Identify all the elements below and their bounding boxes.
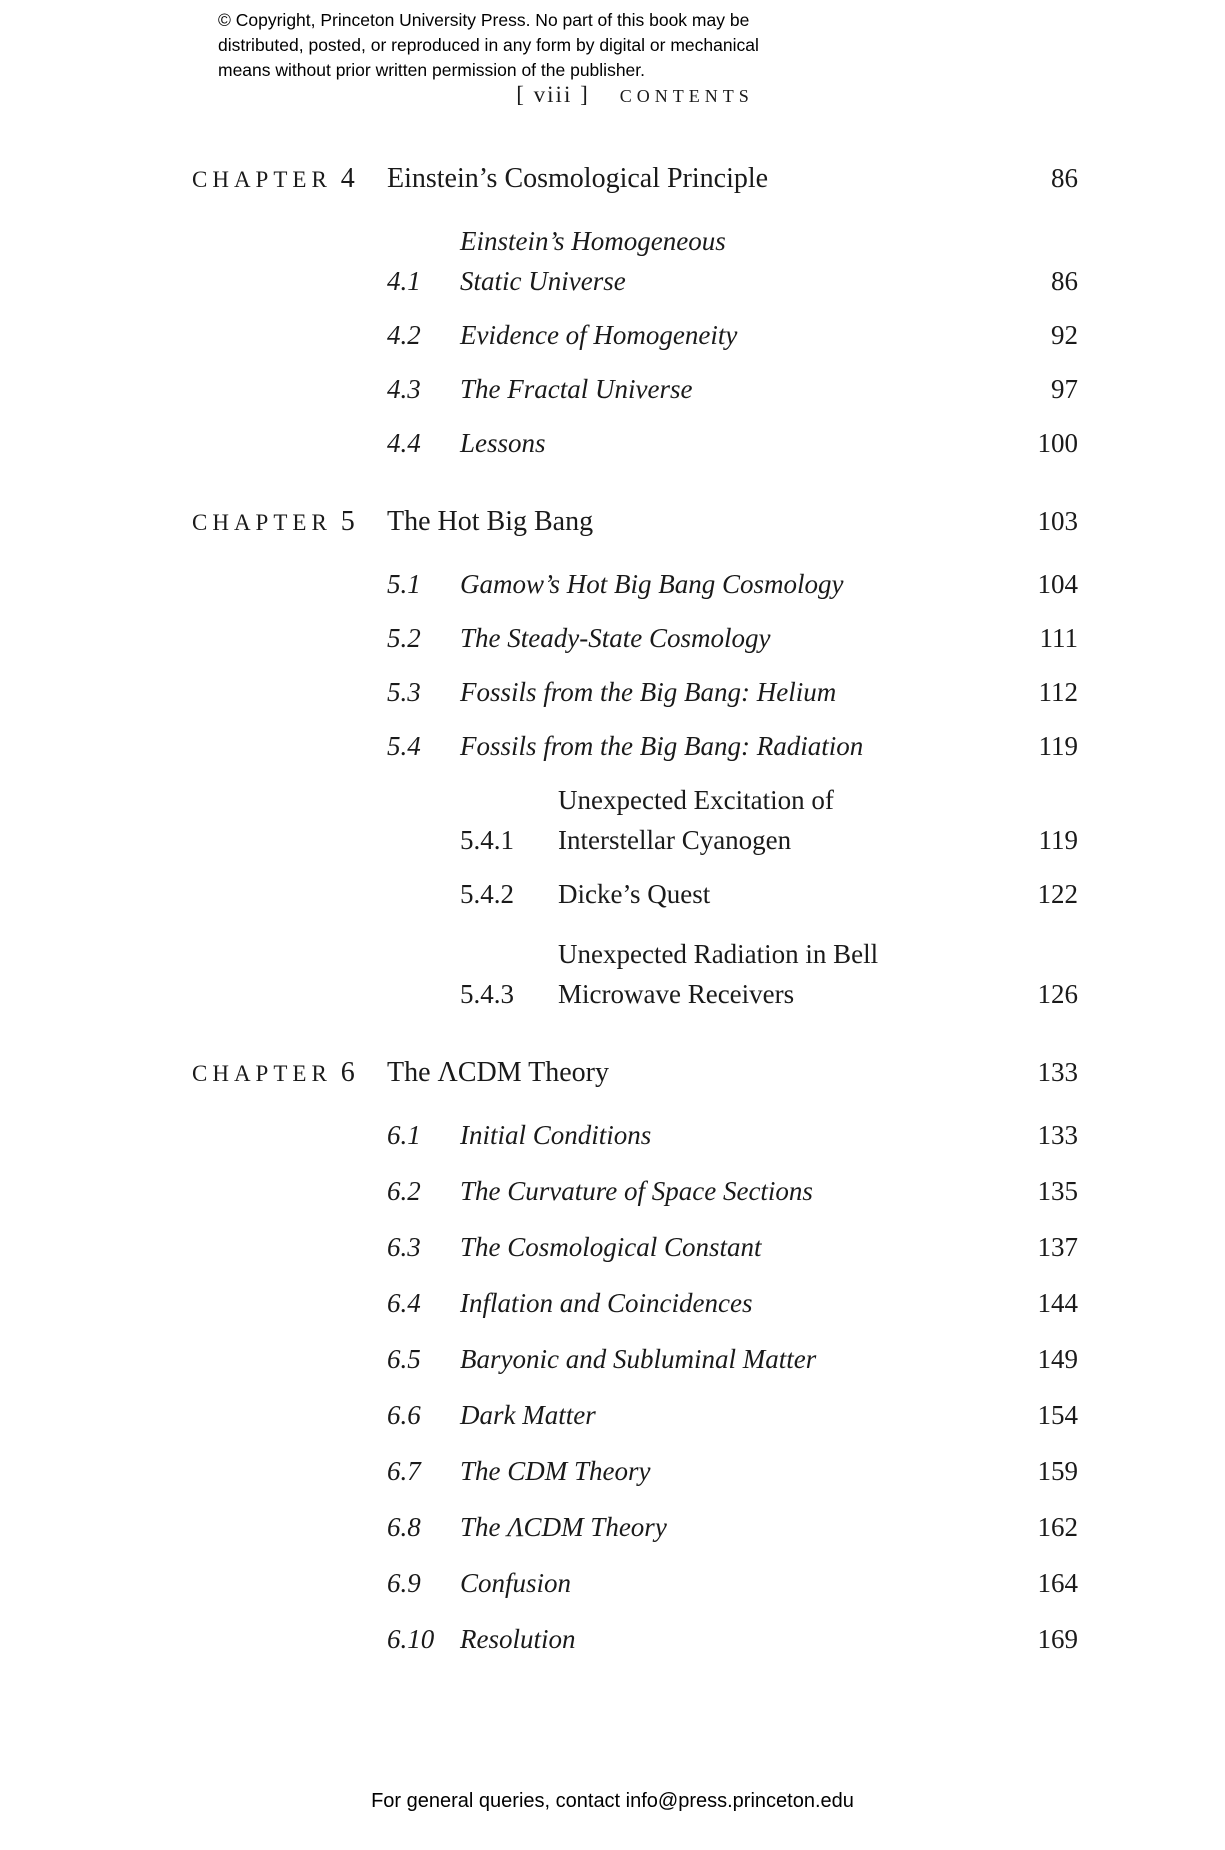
footer-contact-line: For general queries, contact info@press.princeton.edu (371, 1790, 854, 1812)
copyright-line-2: distributed, posted, or reproduced in any form by digital or mechanical (218, 35, 759, 55)
section-title: Initial Conditions (460, 1120, 652, 1150)
toc-section-row-6-2 (192, 1171, 1078, 1211)
subsection-number: 5.4.3 (460, 979, 514, 1009)
section-number: 6.9 (387, 1568, 421, 1598)
table-of-contents (192, 158, 1078, 1659)
section-number: 6.6 (387, 1400, 421, 1430)
toc-section-row-5-2 (192, 618, 1078, 658)
page-number: 135 (1037, 1176, 1078, 1206)
section-number: 4.3 (387, 374, 421, 404)
chapter-word: CHAPTER (192, 1061, 332, 1086)
section-title: Dark Matter (460, 1400, 596, 1430)
page-number: 133 (1037, 1057, 1078, 1087)
section-number: 6.2 (387, 1176, 421, 1206)
page-number: 149 (1037, 1344, 1078, 1374)
section-number: 6.7 (387, 1456, 421, 1486)
toc-section-row-5-3 (192, 672, 1078, 712)
copyright-line-1: © Copyright, Princeton University Press. No part of this book may be (218, 10, 750, 30)
toc-subsection-row-5-4-2 (192, 874, 1078, 914)
copyright-notice (218, 8, 759, 83)
section-title: The ΛCDM Theory (460, 1512, 667, 1542)
section-title: The Steady-State Cosmology (460, 623, 771, 653)
chapter-word: CHAPTER (192, 510, 332, 535)
subsection-title: Dicke’s Quest (558, 879, 711, 909)
chapter-label (192, 159, 387, 203)
toc-section-row-6-3 (192, 1227, 1078, 1267)
subsection-number: 5.4.2 (460, 879, 514, 909)
page-number: 119 (1038, 825, 1078, 855)
page-number: 104 (1037, 569, 1078, 599)
chapter-label (192, 502, 387, 546)
chapter-number: 5 (340, 506, 355, 537)
section-number: 6.4 (387, 1288, 421, 1318)
section-title: Baryonic and Subluminal Matter (460, 1344, 817, 1374)
chapter-number: 4 (340, 163, 355, 194)
page-number: 97 (1051, 374, 1078, 404)
section-title: The CDM Theory (460, 1456, 651, 1486)
page-number: 154 (1037, 1400, 1078, 1430)
toc-section-row-6-9 (192, 1563, 1078, 1603)
toc-section-row-6-5 (192, 1339, 1078, 1379)
toc-section-row-6-7 (192, 1451, 1078, 1491)
page-number: 119 (1038, 731, 1078, 761)
chapter-title: The Hot Big Bang (387, 506, 594, 537)
section-title: Confusion (460, 1568, 572, 1598)
chapter-title: Einstein’s Cosmological Principle (387, 163, 769, 194)
chapter-title: The ΛCDM Theory (387, 1057, 609, 1088)
section-number: 5.2 (387, 623, 421, 653)
section-number: 5.4 (387, 731, 421, 761)
toc-section-row-5-4 (192, 726, 1078, 766)
copyright-line-3: means without prior written permission of the publisher. (218, 60, 646, 80)
subsection-title: Unexpected Excitation of Interstellar Cyanogen (558, 785, 834, 855)
toc-section-row-6-10 (192, 1619, 1078, 1659)
section-title: The Fractal Universe (460, 374, 693, 404)
folio-page-number: [ viii ] (516, 82, 590, 107)
subsection-title: Unexpected Radiation in Bell Microwave Receivers (558, 939, 879, 1009)
toc-section-row-4-3 (192, 369, 1078, 409)
page-number: 162 (1037, 1512, 1078, 1542)
toc-section-row-4-2 (192, 315, 1078, 355)
toc-chapter-row-6 (192, 1052, 1078, 1097)
section-number: 6.8 (387, 1512, 421, 1542)
running-head (192, 82, 1078, 108)
toc-section-row-4-4 (192, 423, 1078, 463)
page-number: 103 (1037, 506, 1078, 536)
page-number: 126 (1037, 979, 1078, 1009)
chapter-number: 6 (340, 1057, 355, 1088)
section-number: 6.5 (387, 1344, 421, 1374)
page-number: 159 (1037, 1456, 1078, 1486)
toc-subsection-row-5-4-1 (192, 780, 1078, 860)
contents-label: CONTENTS (619, 86, 754, 106)
section-number: 4.1 (387, 266, 421, 296)
section-title: Resolution (460, 1624, 576, 1654)
toc-chapter-row-4 (192, 158, 1078, 203)
section-number: 6.3 (387, 1232, 421, 1262)
page-number: 122 (1037, 879, 1078, 909)
page-number: 92 (1051, 320, 1078, 350)
section-title: The Cosmological Constant (460, 1232, 762, 1262)
section-title: Inflation and Coincidences (460, 1288, 753, 1318)
toc-section-row-4-1 (192, 221, 1078, 301)
toc-section-row-6-6 (192, 1395, 1078, 1435)
page-number: 112 (1038, 677, 1078, 707)
page-number: 169 (1037, 1624, 1078, 1654)
toc-chapter-row-5 (192, 501, 1078, 546)
toc-section-row-6-4 (192, 1283, 1078, 1323)
section-title: Fossils from the Big Bang: Radiation (460, 731, 864, 761)
section-number: 6.1 (387, 1120, 421, 1150)
chapter-word: CHAPTER (192, 167, 332, 192)
section-title: Einstein’s Homogeneous Static Universe (460, 226, 726, 296)
page-number: 133 (1037, 1120, 1078, 1150)
section-number: 5.3 (387, 677, 421, 707)
page-number: 86 (1051, 163, 1078, 193)
page-number: 144 (1037, 1288, 1078, 1318)
section-number: 6.10 (387, 1624, 435, 1654)
toc-section-row-5-1 (192, 564, 1078, 604)
subsection-number: 5.4.1 (460, 825, 514, 855)
section-number: 4.4 (387, 428, 421, 458)
section-number: 4.2 (387, 320, 421, 350)
toc-section-row-6-8 (192, 1507, 1078, 1547)
section-title: Fossils from the Big Bang: Helium (460, 677, 837, 707)
page-number: 100 (1037, 428, 1078, 458)
page-number: 111 (1039, 623, 1078, 653)
section-title: Lessons (460, 428, 546, 458)
section-title: The Curvature of Space Sections (460, 1176, 813, 1206)
page-number: 86 (1051, 266, 1078, 296)
toc-subsection-row-5-4-3 (192, 934, 1078, 1014)
page-number: 137 (1037, 1232, 1078, 1262)
chapter-label (192, 1053, 387, 1097)
section-title: Gamow’s Hot Big Bang Cosmology (460, 569, 844, 599)
toc-section-row-6-1 (192, 1115, 1078, 1155)
section-title: Evidence of Homogeneity (460, 320, 738, 350)
section-number: 5.1 (387, 569, 421, 599)
page-number: 164 (1037, 1568, 1078, 1598)
